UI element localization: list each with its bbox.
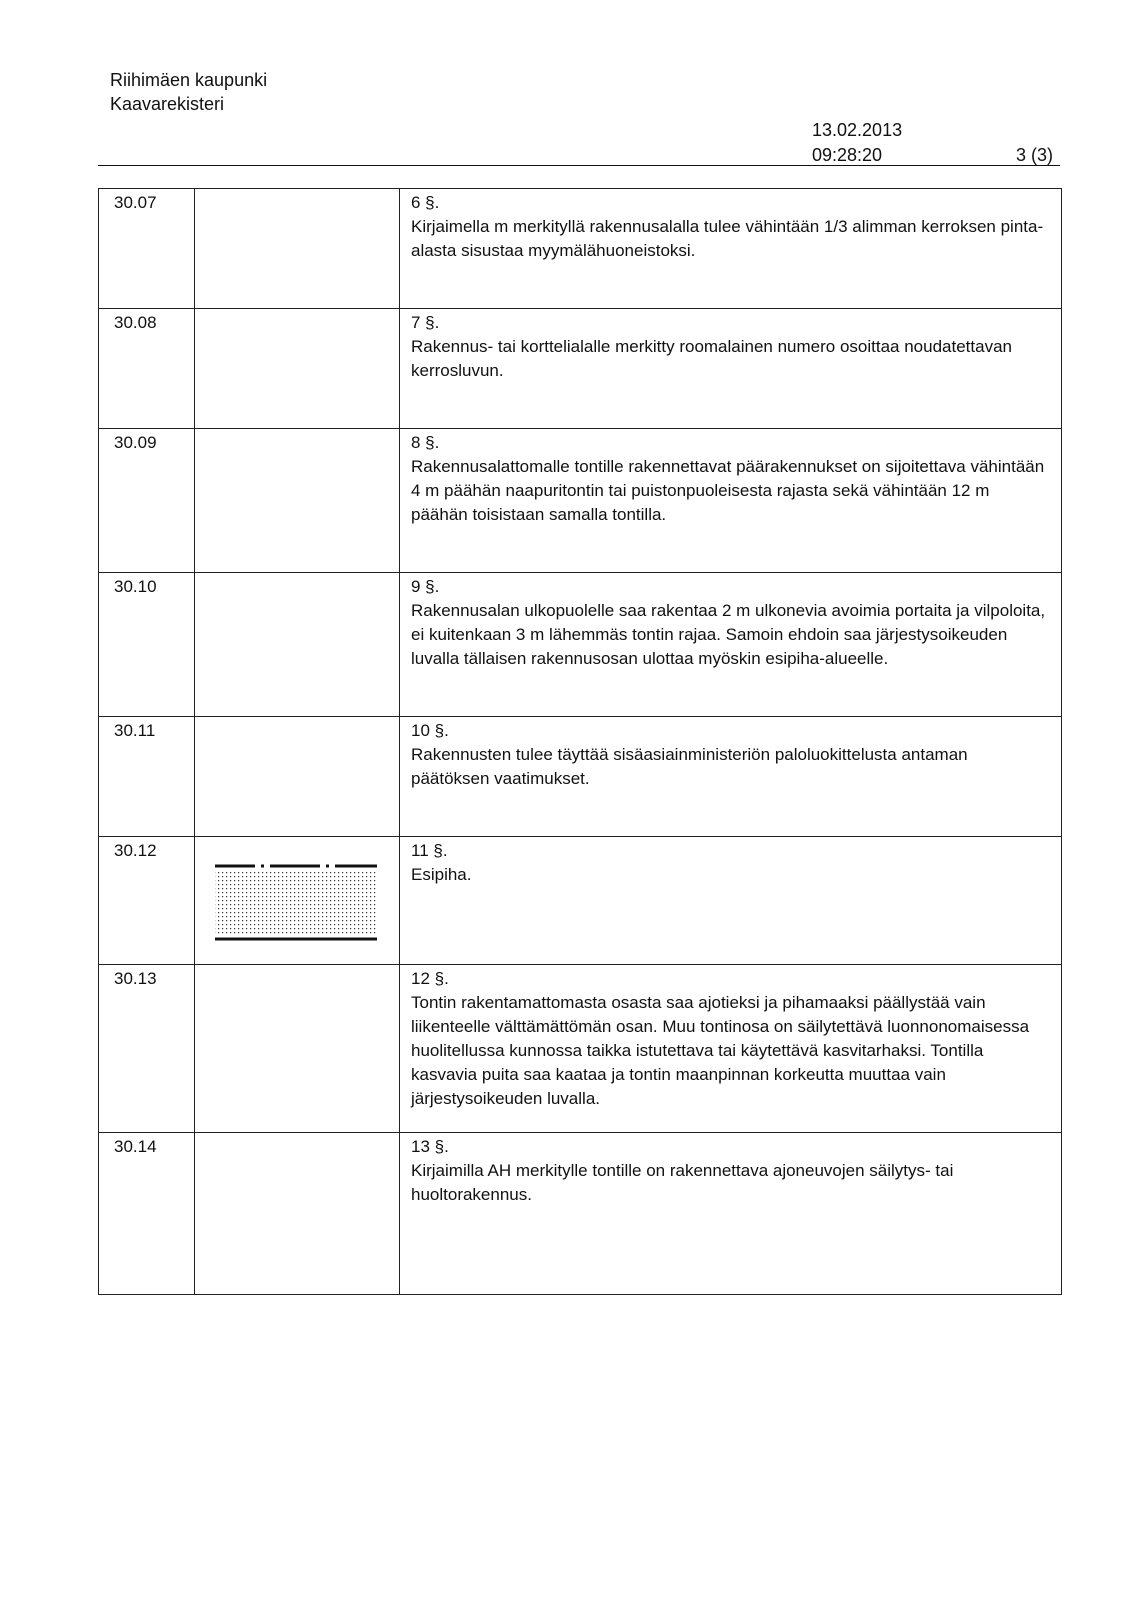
row-symbol-cell: [195, 965, 400, 1133]
row-text-cell: [400, 837, 1062, 965]
row-body: Esipiha.: [411, 865, 472, 884]
row-section: 13 §.: [411, 1137, 449, 1156]
row-body: Rakennusten tulee täyttää sisäasiainministeriön paloluokittelusta antaman päätöksen vaatimukset.: [411, 745, 968, 788]
print-time: 09:28:20: [812, 145, 883, 165]
timestamp-block: [812, 118, 902, 168]
row-code: 30.08: [99, 309, 195, 429]
row-body: Tontin rakentamattomasta osasta saa ajotieksi ja pihamaaksi päällystää vain liikenteelle välttämättömän osan. Muu tontinosa on säilytettävä luonnonomaisessa huolitellussa kunnossa taikka istutettava tai käytettävä kasvitarhaksi. Tontilla kasvavia puita saa kaataa ja tontin maanpinnan korkeutta muuttaa vain järjestysoikeuden luvalla.: [411, 993, 1030, 1108]
row-text-cell: [400, 965, 1062, 1133]
row-code: 30.14: [99, 1133, 195, 1295]
row-symbol-cell: [195, 573, 400, 717]
row-text-cell: [400, 573, 1062, 717]
row-body: Rakennus- tai korttelialalle merkitty roomalainen numero osoittaa noudatettavan kerrosluvun.: [411, 337, 1012, 380]
print-date: 13.02.2013: [812, 120, 903, 140]
row-symbol-cell: [195, 429, 400, 573]
row-text-cell: [400, 1133, 1062, 1295]
row-section: 9 §.: [411, 577, 440, 596]
row-body: Kirjaimella m merkityllä rakennusalalla tulee vähintään 1/3 alimman kerroksen pinta-alasta sisustaa myymälähuoneistoksi.: [411, 217, 1044, 260]
row-symbol-cell: [195, 309, 400, 429]
row-text-cell: [400, 189, 1062, 309]
register-name: Kaavarekisteri: [110, 94, 225, 114]
table-row: [99, 965, 1062, 1133]
esipiha-hatch-symbol: [213, 863, 379, 943]
table-row: [99, 1133, 1062, 1295]
row-code: 30.07: [99, 189, 195, 309]
row-body: Kirjaimilla AH merkitylle tontille on rakennettava ajoneuvojen säilytys- tai huoltorakennus.: [411, 1161, 954, 1204]
row-section: 6 §.: [411, 193, 440, 212]
header-divider: [98, 165, 1060, 166]
organization-block: [110, 68, 267, 116]
row-symbol-cell: [195, 1133, 400, 1295]
table-row: [99, 717, 1062, 837]
row-section: 11 §.: [411, 841, 448, 860]
row-text-cell: [400, 309, 1062, 429]
row-section: 12 §.: [411, 969, 449, 988]
row-code: 30.09: [99, 429, 195, 573]
table-row: [99, 429, 1062, 573]
page-number: 3 (3): [1016, 145, 1054, 165]
table-row: [99, 837, 1062, 965]
row-section: 8 §.: [411, 433, 440, 452]
row-section: 10 §.: [411, 721, 449, 740]
row-symbol-cell: [195, 837, 400, 965]
row-code: 30.12: [99, 837, 195, 965]
regulation-table: [98, 188, 1062, 1295]
row-section: 7 §.: [411, 313, 440, 332]
table-row: [99, 573, 1062, 717]
row-text-cell: [400, 429, 1062, 573]
table-row: [99, 189, 1062, 309]
row-code: 30.10: [99, 573, 195, 717]
page-header: [0, 0, 1131, 170]
row-code: 30.13: [99, 965, 195, 1133]
row-symbol-cell: [195, 717, 400, 837]
organization-name: Riihimäen kaupunki: [110, 70, 268, 90]
row-code: 30.11: [99, 717, 195, 837]
table-row: [99, 309, 1062, 429]
row-symbol-cell: [195, 189, 400, 309]
row-text-cell: [400, 717, 1062, 837]
row-body: Rakennusalattomalle tontille rakennettavat päärakennukset on sijoitettava vähintään 4 m päähän naapuritontin tai puistonpuoleisesta rajasta sekä vähintään 12 m päähän toisistaan samalla tontilla.: [411, 457, 1045, 524]
row-body: Rakennusalan ulkopuolelle saa rakentaa 2 m ulkonevia avoimia portaita ja vilpoloita, ei kuitenkaan 3 m lähemmäs tontin rajaa. Samoin ehdoin saa järjestysoikeuden luvalla tällaisen rakennusosan ulottaa myöskin esipiha-alueelle.: [411, 601, 1046, 668]
